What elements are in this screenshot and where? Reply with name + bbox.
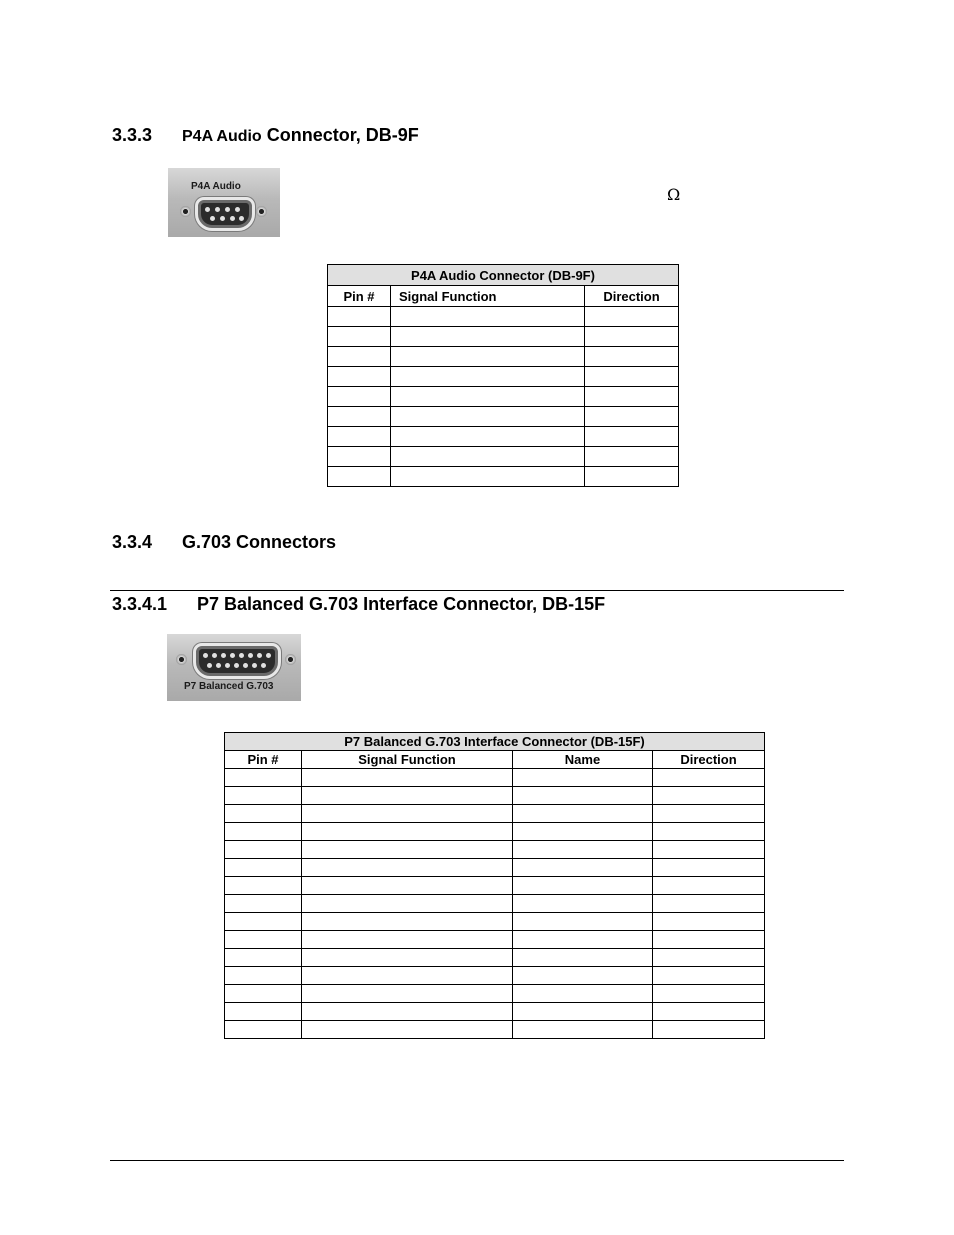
- table-row: [225, 913, 765, 931]
- screw-icon: [180, 206, 191, 217]
- table-cell: [225, 877, 302, 895]
- screw-icon: [256, 206, 267, 217]
- p7-balanced-connector-photo: [167, 634, 301, 701]
- table-row: [225, 895, 765, 913]
- table-cell: [585, 387, 679, 407]
- table-cell: [328, 447, 391, 467]
- table-cell: [225, 841, 302, 859]
- table-row: [328, 307, 679, 327]
- table-cell: [653, 931, 765, 949]
- table-row: [328, 327, 679, 347]
- table-cell: [513, 841, 653, 859]
- table-cell: [391, 407, 585, 427]
- table-cell: [328, 387, 391, 407]
- table-cell: [328, 327, 391, 347]
- table-cell: [513, 787, 653, 805]
- table-cell: [653, 967, 765, 985]
- table-row: [225, 823, 765, 841]
- table-cell: [225, 1021, 302, 1039]
- table-cell: [328, 307, 391, 327]
- col-header-direction: Direction: [585, 286, 679, 307]
- section-heading-3-3-3: [112, 125, 419, 146]
- table-row: [328, 387, 679, 407]
- table-cell: [302, 769, 513, 787]
- table-cell: [513, 949, 653, 967]
- section-number: 3.3.4: [112, 532, 153, 552]
- table-cell: [513, 931, 653, 949]
- table-cell: [225, 931, 302, 949]
- p7-g703-table: [224, 732, 765, 1039]
- table-row: [328, 467, 679, 487]
- table-cell: [585, 347, 679, 367]
- col-header-signal-function: Signal Function: [391, 286, 585, 307]
- table-cell: [585, 467, 679, 487]
- table-cell: [225, 985, 302, 1003]
- table-cell: [391, 427, 585, 447]
- table-cell: [513, 1021, 653, 1039]
- table-cell: [328, 467, 391, 487]
- table-cell: [302, 967, 513, 985]
- screw-icon: [176, 654, 187, 665]
- table-row: [225, 1003, 765, 1021]
- table-row: [225, 877, 765, 895]
- col-header-direction: Direction: [653, 751, 765, 769]
- table-row: [328, 447, 679, 467]
- section-number: 3.3.3: [112, 125, 153, 145]
- table-row: [225, 985, 765, 1003]
- table-cell: [585, 407, 679, 427]
- table-cell: [391, 367, 585, 387]
- table-cell: [328, 407, 391, 427]
- table-cell: [328, 347, 391, 367]
- db9-connector-icon: [198, 200, 252, 228]
- table-row: [328, 347, 679, 367]
- table-cell: [653, 1021, 765, 1039]
- table-cell: [302, 1003, 513, 1021]
- table-cell: [513, 1003, 653, 1021]
- table-cell: [513, 859, 653, 877]
- table-cell: [225, 895, 302, 913]
- table-cell: [225, 967, 302, 985]
- table-cell: [513, 823, 653, 841]
- table-cell: [225, 787, 302, 805]
- table-cell: [653, 841, 765, 859]
- table-cell: [302, 805, 513, 823]
- section-divider: [110, 590, 844, 591]
- table-cell: [513, 877, 653, 895]
- table-row: [225, 949, 765, 967]
- table-cell: [585, 367, 679, 387]
- table-cell: [653, 985, 765, 1003]
- table-cell: [513, 967, 653, 985]
- table-title: P7 Balanced G.703 Interface Connector (DB-15F): [225, 733, 765, 751]
- table-cell: [302, 985, 513, 1003]
- table-title: P4A Audio Connector (DB-9F): [328, 265, 679, 286]
- table-row: [328, 367, 679, 387]
- section-title-rest: Connector, DB-9F: [261, 125, 419, 145]
- p4a-audio-connector-photo: [168, 168, 280, 237]
- table-cell: [653, 1003, 765, 1021]
- table-cell: [653, 949, 765, 967]
- table-cell: [225, 913, 302, 931]
- table-cell: [513, 805, 653, 823]
- table-cell: [513, 895, 653, 913]
- omega-symbol: Ω: [667, 185, 681, 204]
- table-cell: [302, 949, 513, 967]
- table-cell: [391, 347, 585, 367]
- table-cell: [302, 895, 513, 913]
- p4a-audio-table: [327, 264, 679, 487]
- table-cell: [302, 913, 513, 931]
- table-row: [225, 805, 765, 823]
- table-row: [225, 769, 765, 787]
- table-cell: [302, 859, 513, 877]
- table-cell: [391, 467, 585, 487]
- table-cell: [513, 985, 653, 1003]
- table-cell: [653, 823, 765, 841]
- table-cell: [585, 447, 679, 467]
- table-row: [225, 1021, 765, 1039]
- table-cell: [653, 787, 765, 805]
- table-cell: [391, 327, 585, 347]
- table-cell: [653, 769, 765, 787]
- table-cell: [653, 913, 765, 931]
- section-title: P7 Balanced G.703 Interface Connector, DB-15F: [197, 594, 606, 614]
- table-cell: [328, 367, 391, 387]
- screw-icon: [285, 654, 296, 665]
- table-cell: [653, 805, 765, 823]
- table-row: [328, 427, 679, 447]
- table-row: [225, 931, 765, 949]
- photo-label: P4A Audio: [191, 181, 241, 192]
- table-cell: [391, 387, 585, 407]
- photo-label: P7 Balanced G.703: [184, 681, 274, 692]
- section-number: 3.3.4.1: [112, 594, 168, 614]
- section-title: G.703 Connectors: [182, 532, 337, 552]
- col-header-signal-function: Signal Function: [302, 751, 513, 769]
- table-cell: [328, 427, 391, 447]
- table-cell: [513, 913, 653, 931]
- table-cell: [653, 877, 765, 895]
- table-row: [225, 967, 765, 985]
- table-cell: [225, 823, 302, 841]
- table-cell: [513, 769, 653, 787]
- db15-connector-icon: [196, 646, 278, 676]
- table-cell: [585, 327, 679, 347]
- col-header-pin: Pin #: [328, 286, 391, 307]
- table-cell: [585, 307, 679, 327]
- table-row: [225, 787, 765, 805]
- table-cell: [225, 769, 302, 787]
- section-heading-3-3-4-1: [112, 594, 605, 615]
- section-heading-3-3-4: [112, 532, 336, 553]
- table-cell: [225, 859, 302, 877]
- table-cell: [225, 805, 302, 823]
- table-cell: [302, 877, 513, 895]
- table-cell: [391, 447, 585, 467]
- table-cell: [585, 427, 679, 447]
- table-cell: [302, 841, 513, 859]
- table-row: [225, 859, 765, 877]
- col-header-pin: Pin #: [225, 751, 302, 769]
- table-row: [225, 841, 765, 859]
- table-cell: [302, 823, 513, 841]
- table-cell: [391, 307, 585, 327]
- table-cell: [302, 1021, 513, 1039]
- footer-rule: [110, 1160, 844, 1161]
- table-cell: [653, 895, 765, 913]
- section-title-small: P4A Audio: [182, 128, 262, 145]
- table-cell: [302, 931, 513, 949]
- table-cell: [225, 949, 302, 967]
- table-row: [328, 407, 679, 427]
- table-cell: [225, 1003, 302, 1021]
- col-header-name: Name: [513, 751, 653, 769]
- table-cell: [302, 787, 513, 805]
- table-cell: [653, 859, 765, 877]
